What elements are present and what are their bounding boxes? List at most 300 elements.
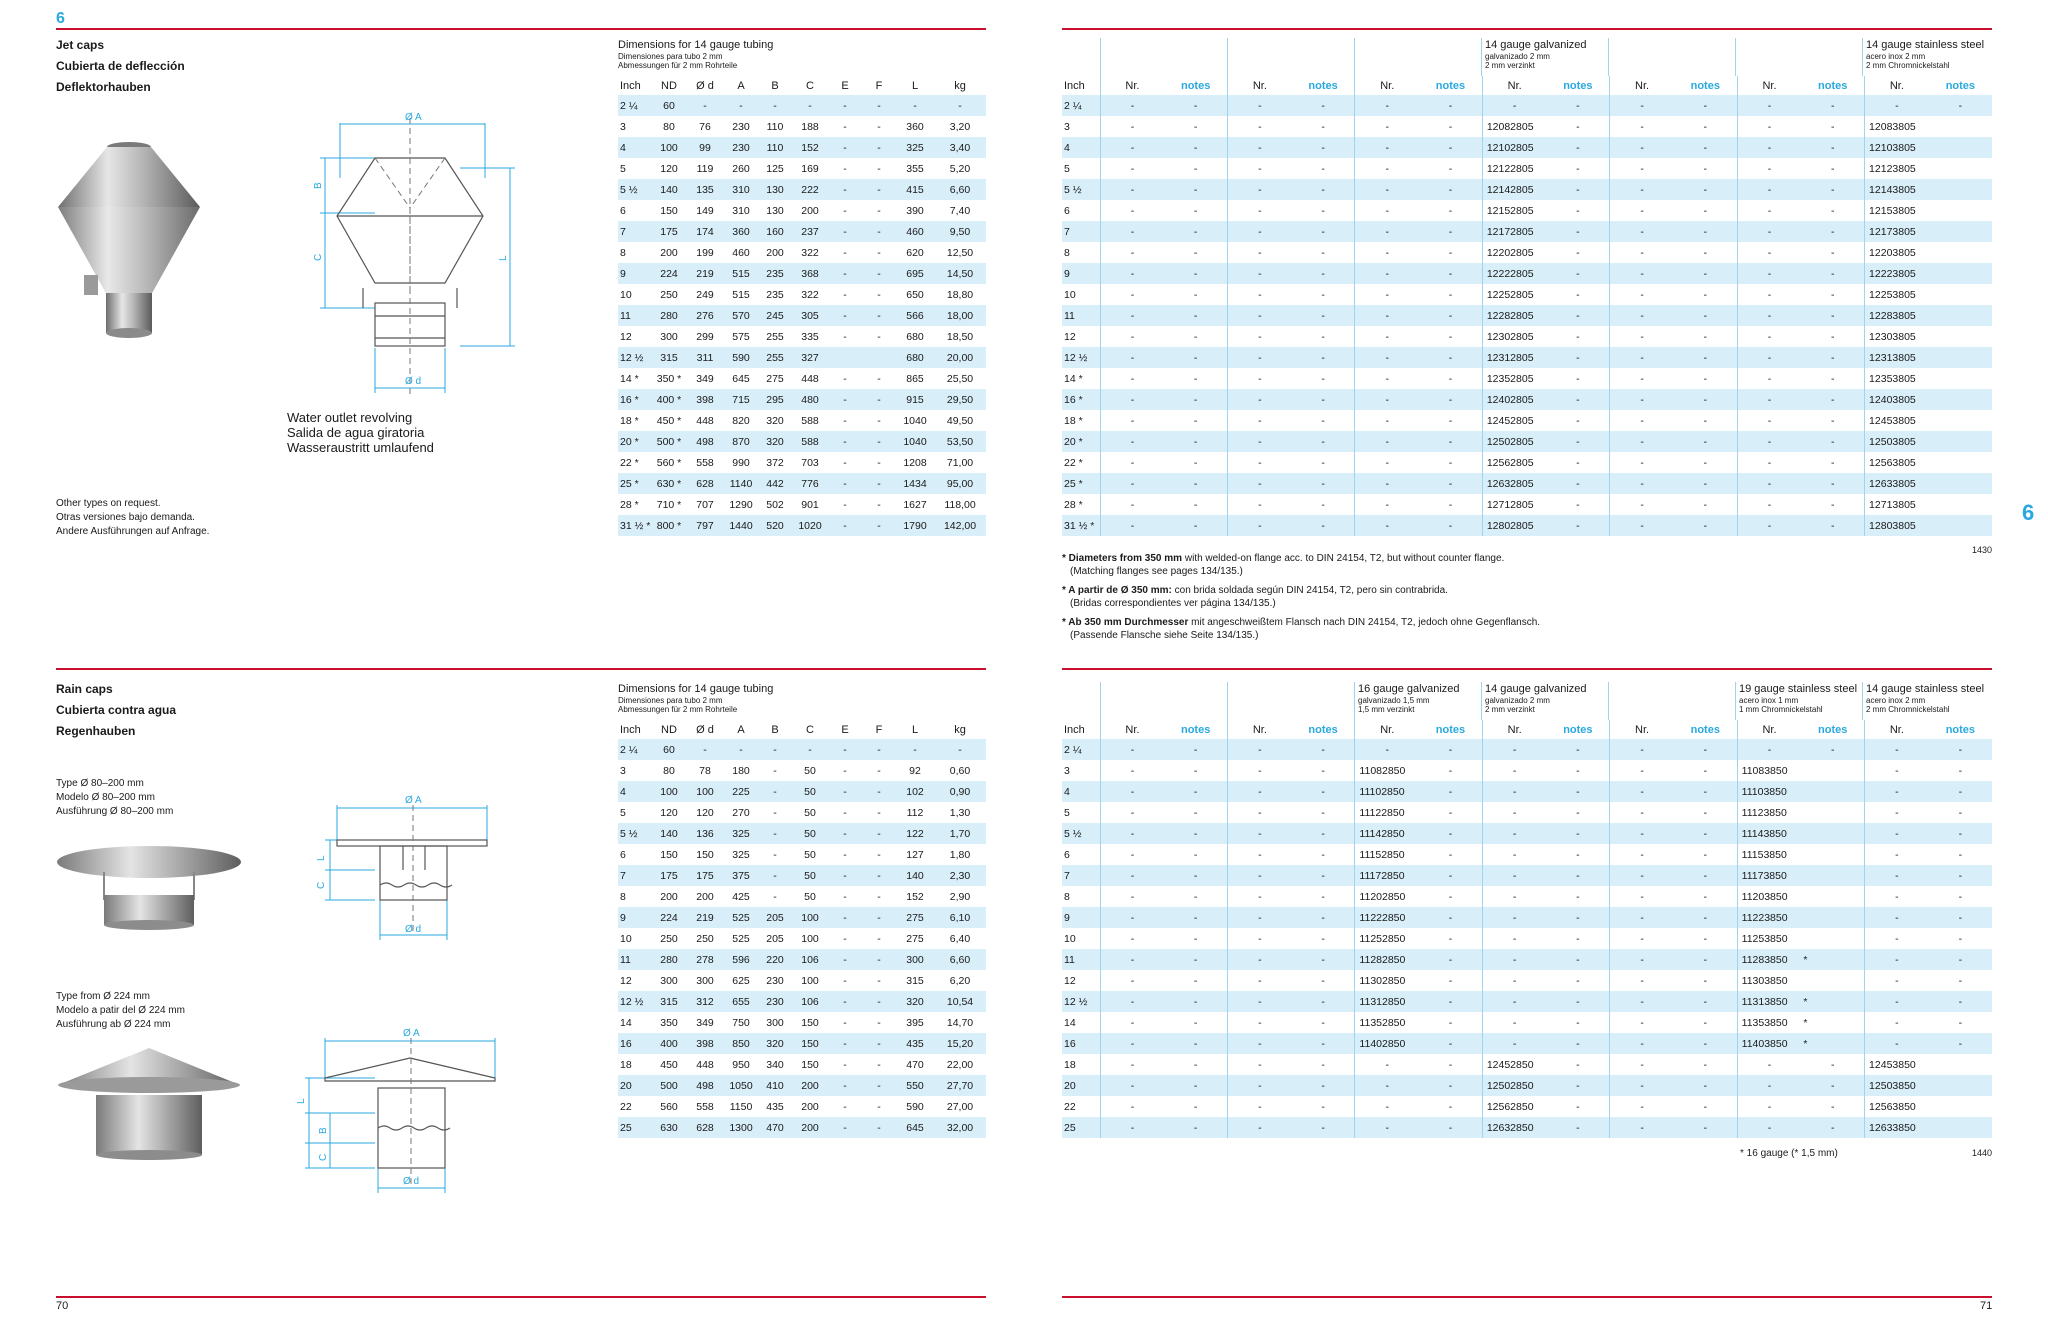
table-cell: 31 ½ * [618,515,652,536]
table-cell: - [1674,907,1737,928]
group-divider [1354,682,1355,720]
table-cell: 110 [758,137,792,158]
table-cell: 3,20 [949,120,971,133]
table-cell: - [1100,802,1164,823]
table-cell: 11313850 [1737,991,1801,1012]
table-cell: - [1100,1012,1164,1033]
table-cell: - [1321,806,1325,819]
table-cell: - [1482,865,1546,886]
table-cell: 5 ½ [1062,823,1100,844]
table-cell: - [1164,431,1227,452]
table-cell: - [1576,974,1580,987]
table-cell: 350 * [656,372,682,385]
table-cell: - [877,204,881,217]
table-cell: 50 [804,890,816,903]
table-cell: - [1100,431,1164,452]
table-cell: - [1801,515,1864,536]
dims-column-header: A [737,723,745,736]
table-cell: - [1703,162,1708,175]
table-cell: - [862,179,896,200]
footnote-de-sub: (Passende Flansche siehe Seite 134/135.) [1070,630,1259,641]
table-cell: 320 [758,1033,792,1054]
table-cell: - [1547,781,1610,802]
table-cell: - [1547,739,1610,760]
table-row [1062,1096,1992,1117]
table-cell: 5,20 [949,162,971,175]
table-cell: 11123850 [1737,802,1801,823]
table-cell: 6 [620,848,626,861]
table-row [618,368,986,389]
table-cell: - [1547,473,1610,494]
table-cell: 12633805 [1865,473,1929,494]
table-cell: 200 [660,890,678,903]
table-cell: - [896,95,934,116]
table-cell: 5 ½ [1062,179,1100,200]
table-cell: - [1610,284,1674,305]
table-cell: - [1355,389,1419,410]
table-cell [1801,907,1864,928]
table-cell [1929,179,1992,200]
table-cell: - [1419,907,1482,928]
table-cell: 200 [792,1075,828,1096]
rain-title-es: Cubierta contra agua [56,703,177,717]
water-outlet-caption [287,410,434,455]
table-cell: - [862,949,896,970]
table-cell: 12712805 [1482,494,1546,515]
table-cell: - [1737,179,1801,200]
table-cell: 300 [766,1016,784,1029]
order-column-header: Nr. [1355,76,1419,95]
table-cell: - [843,764,847,777]
table-cell: - [773,890,777,903]
table-cell [1929,515,1992,536]
table-cell: 14 [1064,1016,1076,1029]
table-row [618,473,986,494]
table-cell: - [1737,1117,1801,1138]
table-cell: 368 [792,263,828,284]
table-row [1062,1054,1992,1075]
table-cell: - [1703,1100,1708,1113]
rain-large-label-b: B [318,1127,329,1134]
table-row [618,263,986,284]
table-cell: - [1610,907,1674,928]
table-cell: - [1321,498,1325,511]
table-cell: - [1321,1100,1325,1113]
table-cell: - [1674,179,1737,200]
table-cell: - [1482,844,1546,865]
table-cell: 1300 [724,1117,758,1138]
table-cell: - [1228,781,1292,802]
table-cell: - [1228,991,1292,1012]
table-row [618,1012,986,1033]
table-cell: 320 [766,414,784,427]
table-cell: 2,30 [934,865,986,886]
table-cell: - [1482,928,1546,949]
table-cell: - [1228,928,1292,949]
table-cell: 122 [896,823,934,844]
table-cell: - [1674,991,1737,1012]
table-cell: 12353805 [1865,368,1929,389]
table-cell [1929,452,1992,473]
table-cell: 950 [732,1058,750,1071]
table-cell: 575 [732,330,750,343]
right-page-number: 71 [1980,1300,1993,1312]
table-cell: 12 ½ [618,991,652,1012]
table-cell: 0,90 [934,781,986,802]
table-cell: - [1674,865,1737,886]
table-cell: - [828,907,862,928]
table-cell: 628 [686,473,724,494]
table-cell: 6 [620,204,626,217]
table-cell: 230 [766,974,784,987]
dims-column-header: L [911,723,919,736]
table-cell: 150 [660,204,678,217]
table-cell: - [1100,305,1164,326]
table-cell: - [1292,949,1355,970]
table-cell: 325 [724,823,758,844]
table-cell: 20 [1062,1075,1100,1096]
table-cell: 865 [906,372,924,385]
table-cell [1801,865,1864,886]
table-cell: - [1610,95,1674,116]
material-sub-de: 2 mm verzinkt [1485,705,1535,714]
table-cell: - [843,498,847,511]
table-cell: - [1448,204,1453,217]
table-cell: - [862,263,896,284]
table-cell: 25 * [618,473,652,494]
table-cell: 150 [792,1033,828,1054]
table-row [1062,158,1992,179]
table-cell: 300 [696,974,714,987]
table-cell: - [877,330,881,343]
table-cell: 695 [896,263,934,284]
table-cell: - [828,263,862,284]
table-cell: - [862,907,896,928]
table-cell: - [1448,414,1453,427]
dims-header-row [618,76,986,95]
table-cell: - [1610,1054,1674,1075]
table-cell: - [934,95,986,116]
rain-type-small [56,777,173,819]
rain-cap-large-photo [54,1040,244,1160]
table-cell [1801,886,1864,907]
table-cell: - [1482,1033,1546,1054]
table-cell: - [1292,515,1355,536]
table-cell: - [1419,1117,1482,1138]
table-cell [862,347,896,368]
table-cell: 500 [652,1075,686,1096]
material-header [1485,39,1587,70]
table-cell: - [1419,95,1482,116]
dims-column-header: kg [954,723,966,736]
material-header [1485,683,1587,714]
table-cell: 325 [896,137,934,158]
table-cell: - [1164,1075,1227,1096]
table-cell: - [1321,974,1325,987]
table-cell: 120 [696,806,714,819]
table-cell: 249 [696,288,714,301]
table-cell: - [1737,1096,1801,1117]
table-cell: 315 [906,974,924,987]
table-row [1062,116,1992,137]
table-cell: - [877,1016,881,1029]
table-cell: 5 [1064,162,1070,175]
table-cell: - [1610,200,1674,221]
table-cell: 820 [732,414,750,427]
table-cell: - [1703,974,1708,987]
table-cell: 280 [652,949,686,970]
section-number: 6 [56,10,65,27]
table-cell: - [1193,330,1198,343]
table-cell: - [1703,330,1708,343]
table-cell: 1040 [896,431,934,452]
table-row [618,347,986,368]
table-cell: 750 [732,1016,750,1029]
table-cell: 130 [758,179,792,200]
table-cell: 1040 [903,414,927,427]
table-cell: 11083850 [1737,760,1801,781]
table-cell: - [1292,991,1355,1012]
table-cell: 10 [620,288,632,301]
table-cell: - [896,739,934,760]
table-cell: - [1929,95,1992,116]
dims-column-header: A [737,79,745,92]
table-cell: - [828,949,862,970]
table-cell: 278 [686,949,724,970]
table-cell: - [1100,95,1164,116]
table-cell: - [1958,1016,1963,1029]
table-cell: - [1100,200,1164,221]
table-cell: - [862,823,896,844]
rain-small-label-d: Ø d [405,924,422,935]
table-cell: 560 [660,1100,678,1113]
table-cell: 655 [724,991,758,1012]
table-cell: 12453850 [1865,1054,1929,1075]
jet-diagram-label-c: C [313,253,324,261]
table-cell: - [1958,806,1963,819]
table-cell: 130 [766,204,784,217]
table-cell [1929,305,1992,326]
table-cell: - [1576,1016,1580,1029]
table-row [1062,242,1992,263]
rain-type-small-en: Type Ø 80–200 mm [56,778,144,789]
table-cell: - [1448,288,1453,301]
table-cell: 12402805 [1482,389,1546,410]
table-cell: - [1610,389,1674,410]
table-cell: - [1801,137,1864,158]
table-cell: 270 [732,806,750,819]
table-cell: - [1193,498,1198,511]
table-cell: 588 [801,414,819,427]
table-cell: 12,50 [946,246,974,259]
table-cell: - [1164,179,1227,200]
table-cell: 12 [1064,974,1076,987]
table-cell: - [1100,781,1164,802]
table-cell: - [1100,389,1164,410]
footnote-de: * Ab 350 mm Durchmesser mit angeschweißtem Flansch nach DIN 24154, T2, jedoch ohne Gegenflansch. [1062,617,1541,628]
table-cell: * [1801,949,1864,970]
table-cell: - [1419,389,1482,410]
table-cell: - [1228,760,1292,781]
table-cell: - [1100,760,1164,781]
dims-column-header: B [771,723,779,736]
table-cell: - [1865,991,1929,1012]
table-cell: 12172805 [1482,221,1546,242]
table-cell [1801,823,1864,844]
table-cell: 1150 [729,1100,753,1113]
table-cell: 515 [732,288,750,301]
dims-column-header: C [806,723,814,736]
table-row [618,326,986,347]
table-cell: - [1292,739,1355,760]
table-cell: - [1164,95,1227,116]
rain-large-label-d: Ø d [403,1176,420,1187]
table-cell: 32,00 [934,1117,986,1138]
table-cell: - [843,330,847,343]
table-cell: - [1482,823,1546,844]
table-cell: - [1321,1016,1325,1029]
footnote-en: * Diameters from 350 mm with welded-on flange acc. to DIN 24154, T2, but without counter flange. [1062,553,1505,564]
table-cell: 5 ½ [618,179,652,200]
table-cell: - [1610,431,1674,452]
table-cell: - [1547,305,1610,326]
table-cell: - [1958,890,1963,903]
table-cell: - [1193,1058,1198,1071]
table-cell: 703 [801,456,819,469]
material-header [1358,683,1460,714]
table-cell: - [1547,137,1610,158]
table-cell: 95,00 [934,473,986,494]
table-row [1062,949,1992,970]
table-cell: 12 [620,330,632,343]
table-cell: 140 [652,823,686,844]
table-cell: 425 [732,890,750,903]
table-cell: 680 [896,347,934,368]
table-cell: 11222850 [1355,907,1419,928]
table-cell: 250 [660,932,678,945]
group-divider [1227,38,1228,76]
table-cell: - [1482,991,1546,1012]
table-cell: 1790 [896,515,934,536]
table-cell: 8 [1064,246,1070,259]
table-cell: - [1610,410,1674,431]
table-cell: - [828,389,862,410]
table-cell: 628 [686,1117,724,1138]
table-cell: - [1164,515,1227,536]
table-cell: 12633850 [1865,1117,1929,1138]
table-cell: - [1419,137,1482,158]
table-cell: 12173805 [1865,221,1929,242]
table-cell [1801,928,1864,949]
table-cell: - [1292,347,1355,368]
table-cell: 25,50 [946,372,974,385]
table-cell: 470 [906,1058,924,1071]
order-column-header: notes [1308,723,1338,736]
table-cell: 312 [686,991,724,1012]
table-cell: - [1674,739,1737,760]
table-cell: 11252850 [1355,928,1419,949]
table-cell: 150 [660,848,678,861]
table-cell: - [877,806,881,819]
table-cell: - [1419,431,1482,452]
order-column-header: Nr. [1100,76,1164,95]
table-cell: - [1610,179,1674,200]
table-cell: - [877,288,881,301]
table-cell [1929,1075,1992,1096]
table-cell: - [1547,991,1610,1012]
table-row [618,431,986,452]
table-cell: 260 [732,162,750,175]
table-cell [1929,200,1992,221]
table-cell: - [1193,890,1198,903]
table-cell: - [1321,890,1325,903]
table-cell: 275 [906,932,924,945]
table-cell: - [1228,242,1292,263]
table-cell: - [1164,907,1227,928]
table-cell: 448 [801,372,819,385]
dims-column-header: Ø d [696,79,714,92]
table-row [618,928,986,949]
table-cell: 398 [686,389,724,410]
order-column-header: Nr. [1100,720,1164,739]
dims-column-header: Ø d [696,723,714,736]
table-cell: 12802805 [1482,515,1546,536]
table-cell: - [1355,368,1419,389]
table-cell: - [1193,204,1198,217]
order-column-header: Inch [1064,723,1085,736]
table-cell: - [1865,781,1929,802]
table-cell: - [1576,848,1580,861]
table-row [618,760,986,781]
table-cell: 53,50 [934,431,986,452]
table-row [1062,326,1992,347]
table-cell: 350 [660,1016,678,1029]
table-row [618,200,986,221]
table-cell: - [1355,431,1419,452]
table-cell: - [1355,1075,1419,1096]
table-cell: 415 [896,179,934,200]
table-cell: 22 [1064,1100,1076,1113]
dims-column-header: C [806,79,814,92]
table-cell: 11352850 [1355,1012,1419,1033]
table-cell: - [828,305,862,326]
table-cell: 305 [792,305,828,326]
table-cell: 390 [906,204,924,217]
table-cell: - [1610,158,1674,179]
table-cell: 300 [660,330,678,343]
table-row [1062,739,1992,760]
table-cell: 220 [758,949,792,970]
table-cell: 200 [801,1100,819,1113]
table-cell: - [1576,1058,1580,1071]
table-cell: 18 * [620,414,639,427]
table-cell: 320 [758,431,792,452]
table-cell: 12403805 [1865,389,1929,410]
jet-diagram-label-a: Ø A [405,112,422,123]
jet-cap-photo [54,135,204,345]
material-title: 16 gauge galvanized [1358,683,1460,695]
order-column-header: Nr. [1228,76,1292,95]
table-cell: - [1610,1075,1674,1096]
table-cell: - [1419,305,1482,326]
table-cell: - [843,932,847,945]
table-cell: 3 [620,764,626,777]
table-cell: 12503850 [1865,1075,1929,1096]
table-cell: - [1865,95,1929,116]
table-cell: - [1193,288,1198,301]
table-cell: - [1448,806,1453,819]
table-row [618,158,986,179]
